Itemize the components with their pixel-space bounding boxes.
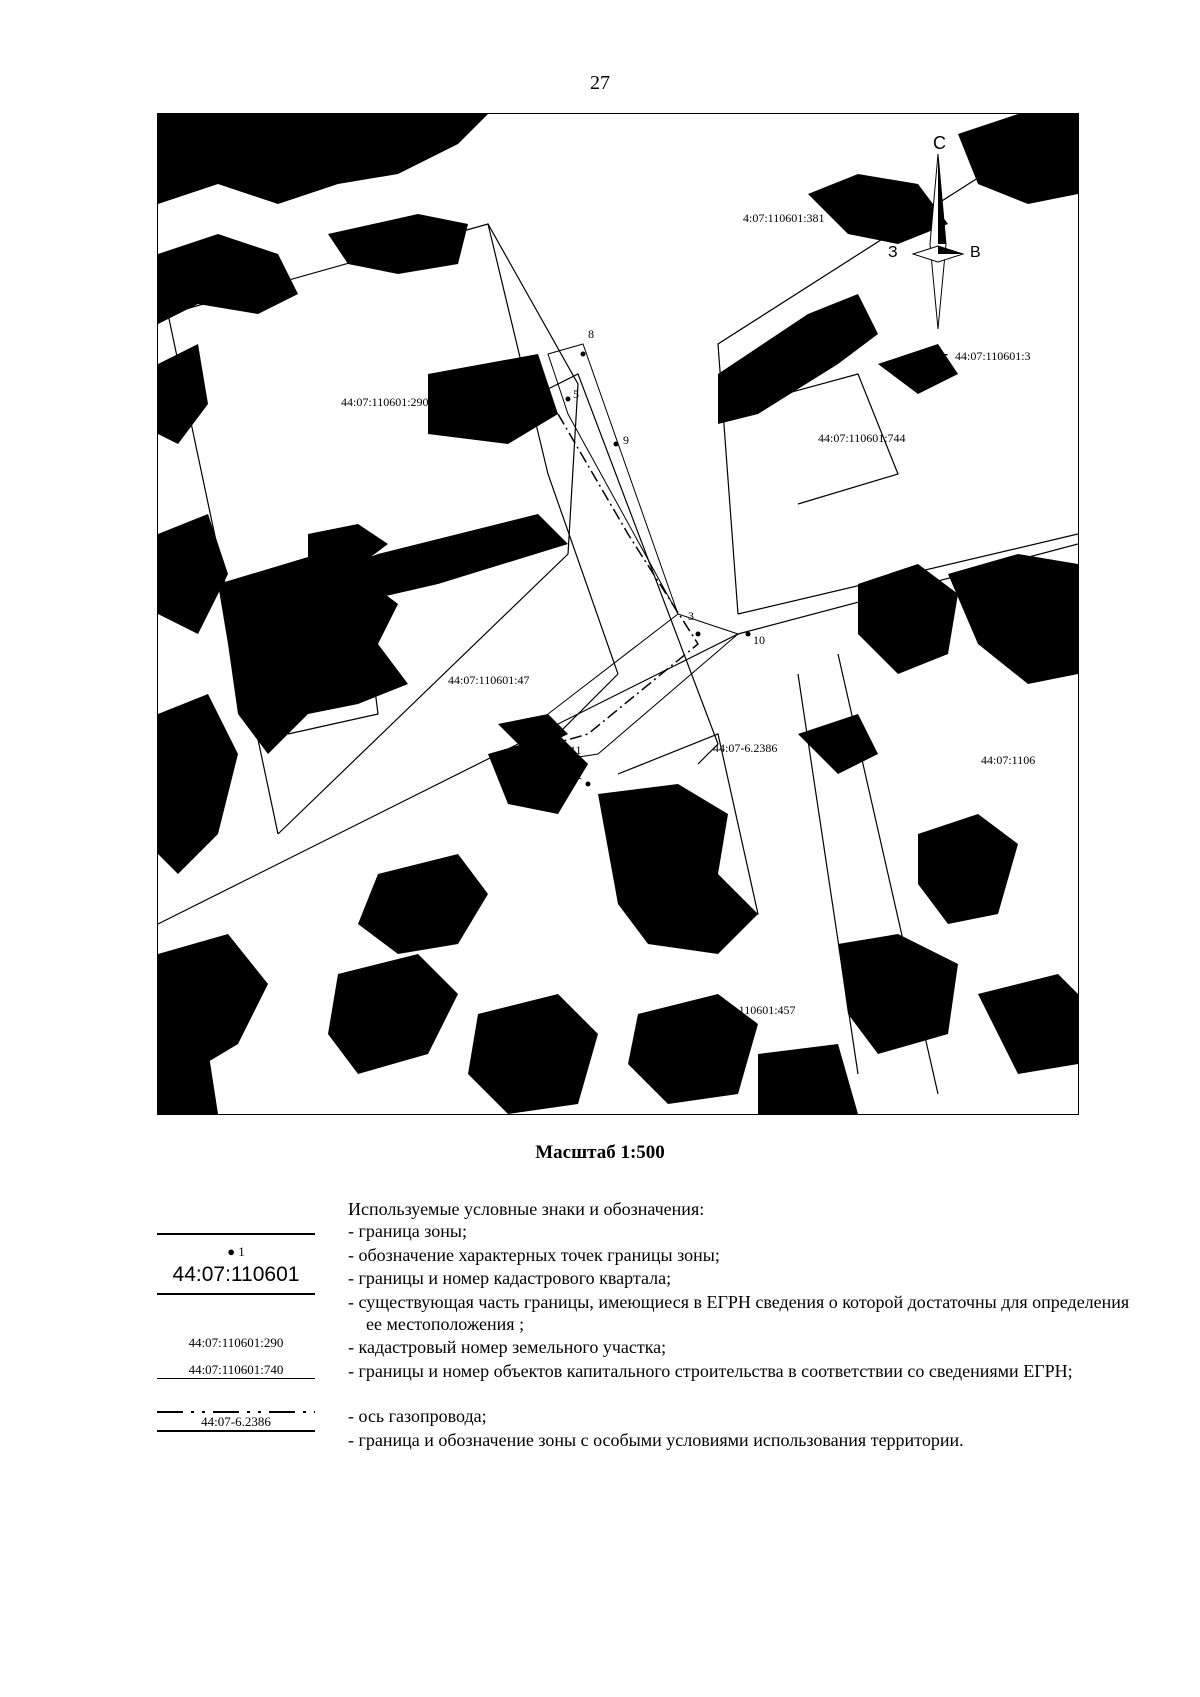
parcel-label-457: 44:07:110601:457 — [708, 1003, 796, 1017]
compass-east: В — [970, 244, 981, 261]
legend-symbol-zone: 44:07-6.2386 — [157, 1414, 315, 1432]
map-frame[interactable] — [157, 113, 1079, 1115]
legend-item: - граница зоны; — [348, 1221, 467, 1241]
legend-symbol-zone-line — [157, 1233, 315, 1235]
legend-item: - границы и номер объектов капитального строительства в соответствии со сведениями ЕГРН; — [348, 1361, 1073, 1381]
legend-item: - существующая часть границы, имеющиеся в ЕГРН сведения о которой достаточны для определения ее местоположения ; — [348, 1292, 1130, 1334]
page-number: 27 — [590, 72, 610, 94]
parcel-label-290: 44:07:110601:290 — [341, 395, 429, 409]
compass-north: С — [933, 133, 946, 153]
legend-item: - ось газопровода; — [348, 1406, 487, 1426]
parcel-label-1106: 44:07:1106 — [981, 753, 1036, 767]
aerial-map — [158, 114, 1078, 1114]
parcel-label-3: 44:07:110601:3 — [955, 349, 1031, 363]
zone-label-2385: 44:07-6.2385 — [373, 923, 438, 937]
legend-symbol-building: 44:07:110601:740 — [157, 1362, 315, 1379]
compass-west: З — [888, 244, 898, 261]
legend-item: - кадастровый номер земельного участка; — [348, 1337, 667, 1357]
legend-item: - граница и обозначение зоны с особыми условиями использования территории. — [348, 1430, 964, 1450]
parcel-label-47: 44:07:110601:47 — [448, 673, 530, 687]
point-label: 3 — [688, 609, 694, 623]
legend-symbol-existing-line — [157, 1293, 315, 1295]
point-label: 2 — [506, 778, 512, 792]
zone-label-2386: 44:07-6.2386 — [713, 741, 778, 755]
zone-boundary — [533, 344, 738, 764]
legend-item: - обозначение характерных точек границы зоны; — [348, 1245, 720, 1265]
point-label: 5 — [573, 387, 579, 401]
legend-symbol-parcel: 44:07:110601:290 — [188, 1335, 284, 1350]
point-dot-icon: ● — [227, 1244, 236, 1259]
legend-item: - границы и номер кадастрового квартала; — [348, 1268, 672, 1288]
point-label: 11 — [570, 743, 582, 757]
point-label: 9 — [623, 433, 629, 447]
parcel-label-744: 44:07:110601:744 — [818, 431, 906, 445]
point-label: 12 — [570, 768, 582, 782]
point-label: 8 — [588, 327, 594, 341]
legend-symbol-point: ● 1 — [227, 1244, 245, 1259]
map-scale: Масштаб 1:500 — [535, 1142, 665, 1163]
parcel-label-381: 4:07:110601:381 — [743, 211, 825, 225]
legend-symbol-quarter: 44:07:110601 — [172, 1263, 300, 1286]
compass-rose-icon — [913, 154, 963, 329]
quarter-label: 44:0 01 — [858, 609, 919, 631]
gas-pipeline-axis — [518, 414, 698, 754]
point-label: 10 — [753, 633, 765, 647]
legend-title: Используемые условные знаки и обозначения: — [348, 1199, 705, 1219]
compass-south: ЮГ — [920, 351, 948, 371]
